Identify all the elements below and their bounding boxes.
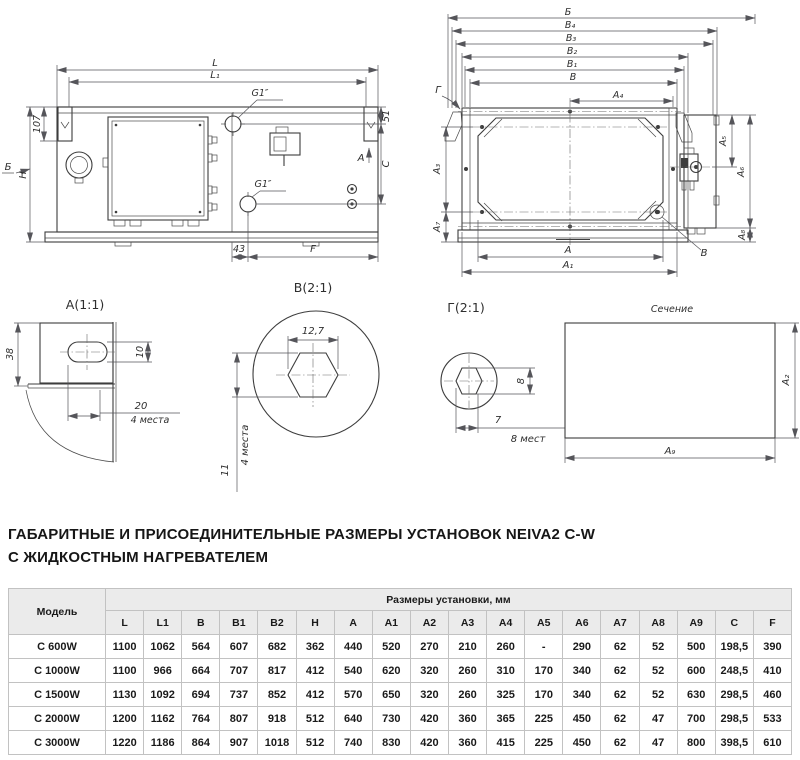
value-cell: 1130 bbox=[106, 683, 144, 707]
value-cell: 907 bbox=[220, 731, 258, 755]
value-cell: 410 bbox=[753, 659, 791, 683]
value-cell: 664 bbox=[182, 659, 220, 683]
value-cell: 360 bbox=[448, 731, 486, 755]
dim-label-C: C bbox=[381, 160, 392, 168]
g1-port-top bbox=[221, 100, 283, 136]
dimension-column-header: L bbox=[106, 611, 144, 635]
value-cell: 500 bbox=[677, 635, 715, 659]
dim-label-b: B bbox=[569, 72, 577, 83]
dim-label-a3: А₃ bbox=[432, 163, 443, 175]
dimension-column-header: A3 bbox=[448, 611, 486, 635]
value-cell: 1100 bbox=[106, 635, 144, 659]
value-cell: 966 bbox=[144, 659, 182, 683]
dim-label-a9: А₉ bbox=[664, 446, 676, 457]
dimension-column-header: A bbox=[334, 611, 372, 635]
value-cell: 420 bbox=[410, 731, 448, 755]
value-cell: 325 bbox=[487, 683, 525, 707]
dim-label-b3: B₃ bbox=[565, 33, 577, 44]
page-title-line2: С ЖИДКОСТНЫМ НАГРЕВАТЕЛЕМ bbox=[8, 548, 269, 566]
value-cell: 450 bbox=[563, 731, 601, 755]
dim-label-43: 43 bbox=[232, 244, 246, 255]
electrical-box bbox=[108, 117, 208, 220]
value-cell: 610 bbox=[753, 731, 791, 755]
detail-view-g bbox=[441, 300, 565, 445]
value-cell: 310 bbox=[487, 659, 525, 683]
round-port bbox=[66, 152, 92, 178]
value-cell: 740 bbox=[334, 731, 372, 755]
dim-label-a6: А₆ bbox=[736, 166, 747, 178]
value-cell: 52 bbox=[639, 635, 677, 659]
dimensions-table bbox=[8, 588, 792, 755]
bracket-plate bbox=[40, 323, 113, 383]
value-cell: 170 bbox=[525, 659, 563, 683]
value-cell: 540 bbox=[334, 659, 372, 683]
value-cell: - bbox=[525, 635, 563, 659]
value-cell: 460 bbox=[753, 683, 791, 707]
dim-label-a5: А₅ bbox=[718, 135, 729, 147]
dim-label-10: 10 bbox=[135, 345, 146, 359]
value-cell: 620 bbox=[372, 659, 410, 683]
model-cell: С 1000W bbox=[9, 659, 106, 683]
value-cell: 398,5 bbox=[715, 731, 753, 755]
column-header-row bbox=[9, 611, 792, 635]
model-cell: С 3000W bbox=[9, 731, 106, 755]
value-cell: 390 bbox=[753, 635, 791, 659]
side-view-drawing bbox=[432, 7, 756, 277]
dim-label-L1: L₁ bbox=[210, 70, 220, 81]
value-cell: 298,5 bbox=[715, 707, 753, 731]
value-cell: 1092 bbox=[144, 683, 182, 707]
dimension-column-header: F bbox=[753, 611, 791, 635]
value-cell: 52 bbox=[639, 683, 677, 707]
value-cell: 62 bbox=[601, 731, 639, 755]
table-row bbox=[9, 659, 792, 683]
dim-label-a: А bbox=[564, 245, 572, 256]
value-cell: 807 bbox=[220, 707, 258, 731]
dimension-column-header: L1 bbox=[144, 611, 182, 635]
value-cell: 412 bbox=[296, 659, 334, 683]
places-label-g: 8 мест bbox=[510, 434, 546, 445]
value-cell: 640 bbox=[334, 707, 372, 731]
value-cell: 170 bbox=[525, 683, 563, 707]
value-cell: 260 bbox=[487, 635, 525, 659]
value-cell: 764 bbox=[182, 707, 220, 731]
value-cell: 564 bbox=[182, 635, 220, 659]
dim-label-a1: А₁ bbox=[562, 260, 574, 271]
dim-label-8: 8 bbox=[516, 377, 527, 385]
model-cell: С 600W bbox=[9, 635, 106, 659]
value-cell: 1200 bbox=[106, 707, 144, 731]
dim-label-b2: B₂ bbox=[566, 46, 578, 57]
dim-label-107: 107 bbox=[32, 114, 43, 134]
page-title-line1: ГАБАРИТНЫЕ И ПРИСОЕДИНИТЕЛЬНЫЕ РАЗМЕРЫ УСТАНОВОК NEIVA2 C-W bbox=[8, 526, 596, 543]
value-cell: 420 bbox=[410, 707, 448, 731]
dim-label-b-big: Б bbox=[564, 7, 572, 18]
value-cell: 298,5 bbox=[715, 683, 753, 707]
dim-label-g1-top: G1″ bbox=[251, 88, 269, 99]
value-cell: 650 bbox=[372, 683, 410, 707]
places-label-b: 4 места bbox=[240, 424, 251, 466]
dimension-column-header: A8 bbox=[639, 611, 677, 635]
value-cell: 248,5 bbox=[715, 659, 753, 683]
dimension-column-header: B2 bbox=[258, 611, 296, 635]
value-cell: 817 bbox=[258, 659, 296, 683]
value-cell: 260 bbox=[448, 683, 486, 707]
detail-view-a bbox=[5, 297, 180, 462]
g1-port-bottom bbox=[240, 191, 286, 216]
value-cell: 730 bbox=[372, 707, 410, 731]
value-cell: 512 bbox=[296, 731, 334, 755]
dimensions-group-header: Размеры установки, мм bbox=[106, 589, 792, 611]
dimension-column-header: A7 bbox=[601, 611, 639, 635]
mounting-bracket-left bbox=[58, 107, 72, 141]
section-title: Сечение bbox=[650, 304, 694, 315]
cable-glands bbox=[114, 136, 217, 226]
value-cell: 737 bbox=[220, 683, 258, 707]
value-cell: 260 bbox=[448, 659, 486, 683]
value-cell: 320 bbox=[410, 659, 448, 683]
dim-label-F: F bbox=[310, 244, 316, 255]
model-cell: С 2000W bbox=[9, 707, 106, 731]
dimension-column-header: B1 bbox=[220, 611, 258, 635]
value-cell: 340 bbox=[563, 659, 601, 683]
value-cell: 290 bbox=[563, 635, 601, 659]
value-cell: 682 bbox=[258, 635, 296, 659]
unit-body bbox=[57, 107, 378, 232]
table-row bbox=[9, 683, 792, 707]
callout-label-b: В bbox=[700, 248, 708, 259]
inner-access-panel bbox=[478, 118, 663, 220]
dim-label-51: 51 bbox=[381, 109, 392, 123]
value-cell: 512 bbox=[296, 707, 334, 731]
value-cell: 210 bbox=[448, 635, 486, 659]
table-row bbox=[9, 707, 792, 731]
dim-label-a2: А₂ bbox=[781, 374, 792, 386]
value-cell: 415 bbox=[487, 731, 525, 755]
dim-label-38: 38 bbox=[5, 347, 16, 361]
places-label-a: 4 места bbox=[130, 415, 170, 426]
dimension-column-header: B bbox=[182, 611, 220, 635]
model-column-header: Модель bbox=[9, 589, 106, 635]
dim-label-L: L bbox=[212, 58, 218, 69]
value-cell: 440 bbox=[334, 635, 372, 659]
value-cell: 520 bbox=[372, 635, 410, 659]
value-cell: 1062 bbox=[144, 635, 182, 659]
model-cell: С 1500W bbox=[9, 683, 106, 707]
dim-label-a8: А₈ bbox=[737, 229, 748, 241]
dim-label-b1: B₁ bbox=[566, 59, 578, 70]
detail-g-title: Г(2:1) bbox=[447, 300, 485, 315]
page-title bbox=[8, 524, 792, 569]
value-cell: 830 bbox=[372, 731, 410, 755]
value-cell: 47 bbox=[639, 731, 677, 755]
value-cell: 340 bbox=[563, 683, 601, 707]
value-cell: 365 bbox=[487, 707, 525, 731]
dim-label-11: 11 bbox=[220, 463, 231, 477]
value-cell: 52 bbox=[639, 659, 677, 683]
pressure-switch bbox=[270, 127, 300, 166]
table-body bbox=[9, 635, 792, 755]
dim-label-b4: B₄ bbox=[564, 20, 576, 31]
dim-label-20: 20 bbox=[134, 401, 148, 412]
value-cell: 450 bbox=[563, 707, 601, 731]
detail-a-title: А(1:1) bbox=[65, 297, 105, 312]
dimension-column-header: C bbox=[715, 611, 753, 635]
value-cell: 270 bbox=[410, 635, 448, 659]
value-cell: 700 bbox=[677, 707, 715, 731]
value-cell: 1018 bbox=[258, 731, 296, 755]
dim-label-a7: А₇ bbox=[432, 221, 443, 233]
dim-label-H: H bbox=[18, 171, 29, 179]
value-cell: 1162 bbox=[144, 707, 182, 731]
dim-label-12-7: 12,7 bbox=[301, 326, 325, 337]
dim-label-g1-bottom: G1″ bbox=[254, 179, 272, 190]
value-cell: 47 bbox=[639, 707, 677, 731]
value-cell: 800 bbox=[677, 731, 715, 755]
value-cell: 62 bbox=[601, 683, 639, 707]
value-cell: 62 bbox=[601, 635, 639, 659]
front-view-drawing bbox=[2, 58, 392, 262]
value-cell: 320 bbox=[410, 683, 448, 707]
detail-a-arrow-label: А bbox=[357, 153, 365, 164]
lifting-bracket-left bbox=[445, 112, 462, 141]
table-row bbox=[9, 635, 792, 659]
value-cell: 62 bbox=[601, 707, 639, 731]
value-cell: 600 bbox=[677, 659, 715, 683]
base-frame bbox=[45, 232, 378, 242]
value-cell: 1220 bbox=[106, 731, 144, 755]
value-cell: 607 bbox=[220, 635, 258, 659]
dimension-column-header: A9 bbox=[677, 611, 715, 635]
dim-label-a4: А₄ bbox=[612, 90, 624, 101]
detail-view-b bbox=[220, 280, 379, 492]
value-cell: 1100 bbox=[106, 659, 144, 683]
valve-actuator bbox=[680, 148, 702, 190]
value-cell: 360 bbox=[448, 707, 486, 731]
value-cell: 62 bbox=[601, 659, 639, 683]
dimension-column-header: A4 bbox=[487, 611, 525, 635]
value-cell: 225 bbox=[525, 731, 563, 755]
table-row bbox=[9, 731, 792, 755]
value-cell: 533 bbox=[753, 707, 791, 731]
value-cell: 630 bbox=[677, 683, 715, 707]
view-arrow-label-b: Б bbox=[4, 162, 12, 173]
value-cell: 225 bbox=[525, 707, 563, 731]
dimension-column-header: H bbox=[296, 611, 334, 635]
value-cell: 412 bbox=[296, 683, 334, 707]
value-cell: 1186 bbox=[144, 731, 182, 755]
value-cell: 570 bbox=[334, 683, 372, 707]
value-cell: 852 bbox=[258, 683, 296, 707]
view-label-g: Г bbox=[435, 85, 441, 96]
value-cell: 918 bbox=[258, 707, 296, 731]
section-outline bbox=[565, 323, 775, 438]
value-cell: 707 bbox=[220, 659, 258, 683]
value-cell: 694 bbox=[182, 683, 220, 707]
dimension-column-header: A6 bbox=[563, 611, 601, 635]
base-frame-side bbox=[458, 230, 688, 242]
dimension-column-header: A1 bbox=[372, 611, 410, 635]
section-view bbox=[565, 304, 799, 463]
dimension-column-header: A5 bbox=[525, 611, 563, 635]
detail-b-title: В(2:1) bbox=[293, 280, 333, 295]
value-cell: 362 bbox=[296, 635, 334, 659]
dim-label-7: 7 bbox=[494, 415, 502, 426]
value-cell: 864 bbox=[182, 731, 220, 755]
value-cell: 198,5 bbox=[715, 635, 753, 659]
dimension-column-header: A2 bbox=[410, 611, 448, 635]
